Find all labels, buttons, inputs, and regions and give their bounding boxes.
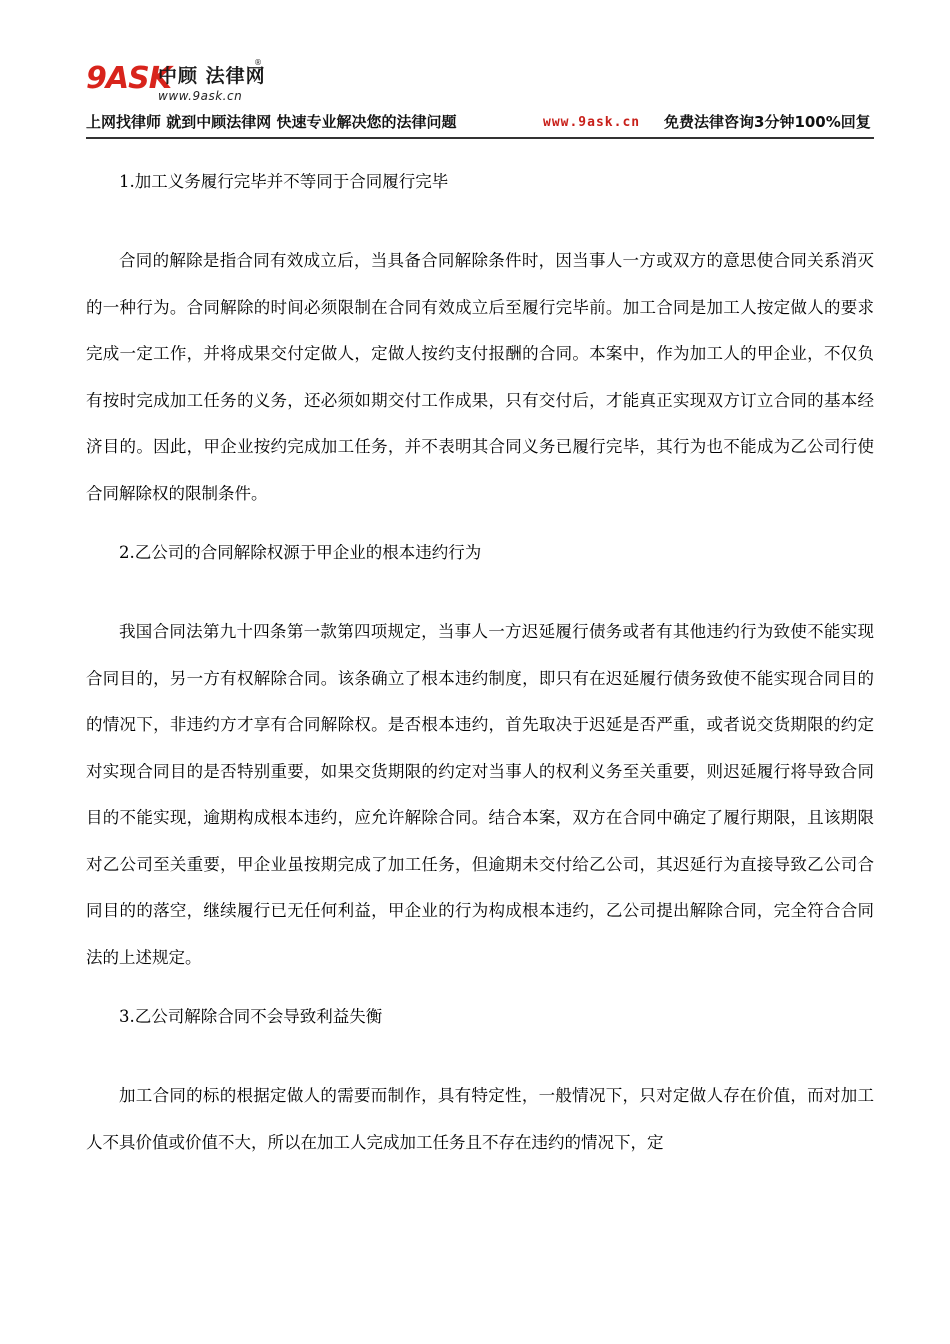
section-paragraph: 加工合同的标的根据定做人的需要而制作，具有特定性，一般情况下，只对定做人存在价值，而对加工人不具价值或价值不大，所以在加工人完成加工任务且不存在违约的情况下，定 [86,1086,874,1152]
registered-mark: ® [254,58,262,67]
section-heading: 2.乙公司的合同解除权源于甲企业的根本违约行为 [119,543,482,562]
header-site-link[interactable]: www.9ask.cn [543,115,641,130]
section-paragraph: 我国合同法第九十四条第一款第四项规定，当事人一方迟延履行债务或者有其他违约行为致使不能实现合同目的，另一方有权解除合同。该条确立了根本违约制度，即只有在迟延履行债务致使不能实现合同目的的情况下，非违约方才享有合同解除权。是否根本违约，首先取决于迟延是否严重，或者说交货期限的约定对实现合同目的是否特别重要，如果交货期限的约定对当事人的权利义务至关重要，则迟延履行将导致合同目的不能实现，逾期构成根本违约，应允许解除合同。结合本案，双方在合同中确定了履行期限，且该期限对乙公司至关重要，甲企业虽按期完成了加工任务，但逾期未交付给乙公司，其迟延行为直接导致乙公司合同目的的落空，继续履行已无任何利益，甲企业的行为构成根本违约，乙公司提出解除合同，完全符合合同法的上述规定。 [86,622,874,967]
section-3 [86,1005,874,1166]
section-heading: 1.加工义务履行完毕并不等同于合同履行完毕 [119,172,449,191]
header-service-note: 免费法律咨询3分钟100%回复 [664,113,871,131]
section-1 [86,170,874,517]
header-slogan: 上网找律师 就到中顾法律网 快速专业解决您的法律问题 [86,113,457,131]
site-logo[interactable] [86,58,286,106]
section-heading: 3.乙公司解除合同不会导致利益失衡 [119,1007,383,1026]
logo-mark: 9ASK [86,61,171,96]
logo-url: www.9ask.cn [158,89,243,103]
header-divider [86,137,874,139]
section-paragraph: 合同的解除是指合同有效成立后，当具备合同解除条件时，因当事人一方或双方的意思使合同关系消灭的一种行为。合同解除的时间必须限制在合同有效成立后至履行完毕前。加工合同是加工人按定做人的要求完成一定工作，并将成果交付定做人，定做人按约支付报酬的合同。本案中，作为加工人的甲企业，不仅负有按时完成加工任务的义务，还必须如期交付工作成果，只有交付后，才能真正实现双方订立合同的基本经济目的。因此，甲企业按约完成加工任务，并不表明其合同义务已履行完毕，其行为也不能成为乙公司行使合同解除权的限制条件。 [86,251,874,503]
document-body [86,170,874,1190]
logo-name: 中顾 法律网 [158,65,266,87]
page-header [0,0,950,145]
section-2 [86,541,874,981]
